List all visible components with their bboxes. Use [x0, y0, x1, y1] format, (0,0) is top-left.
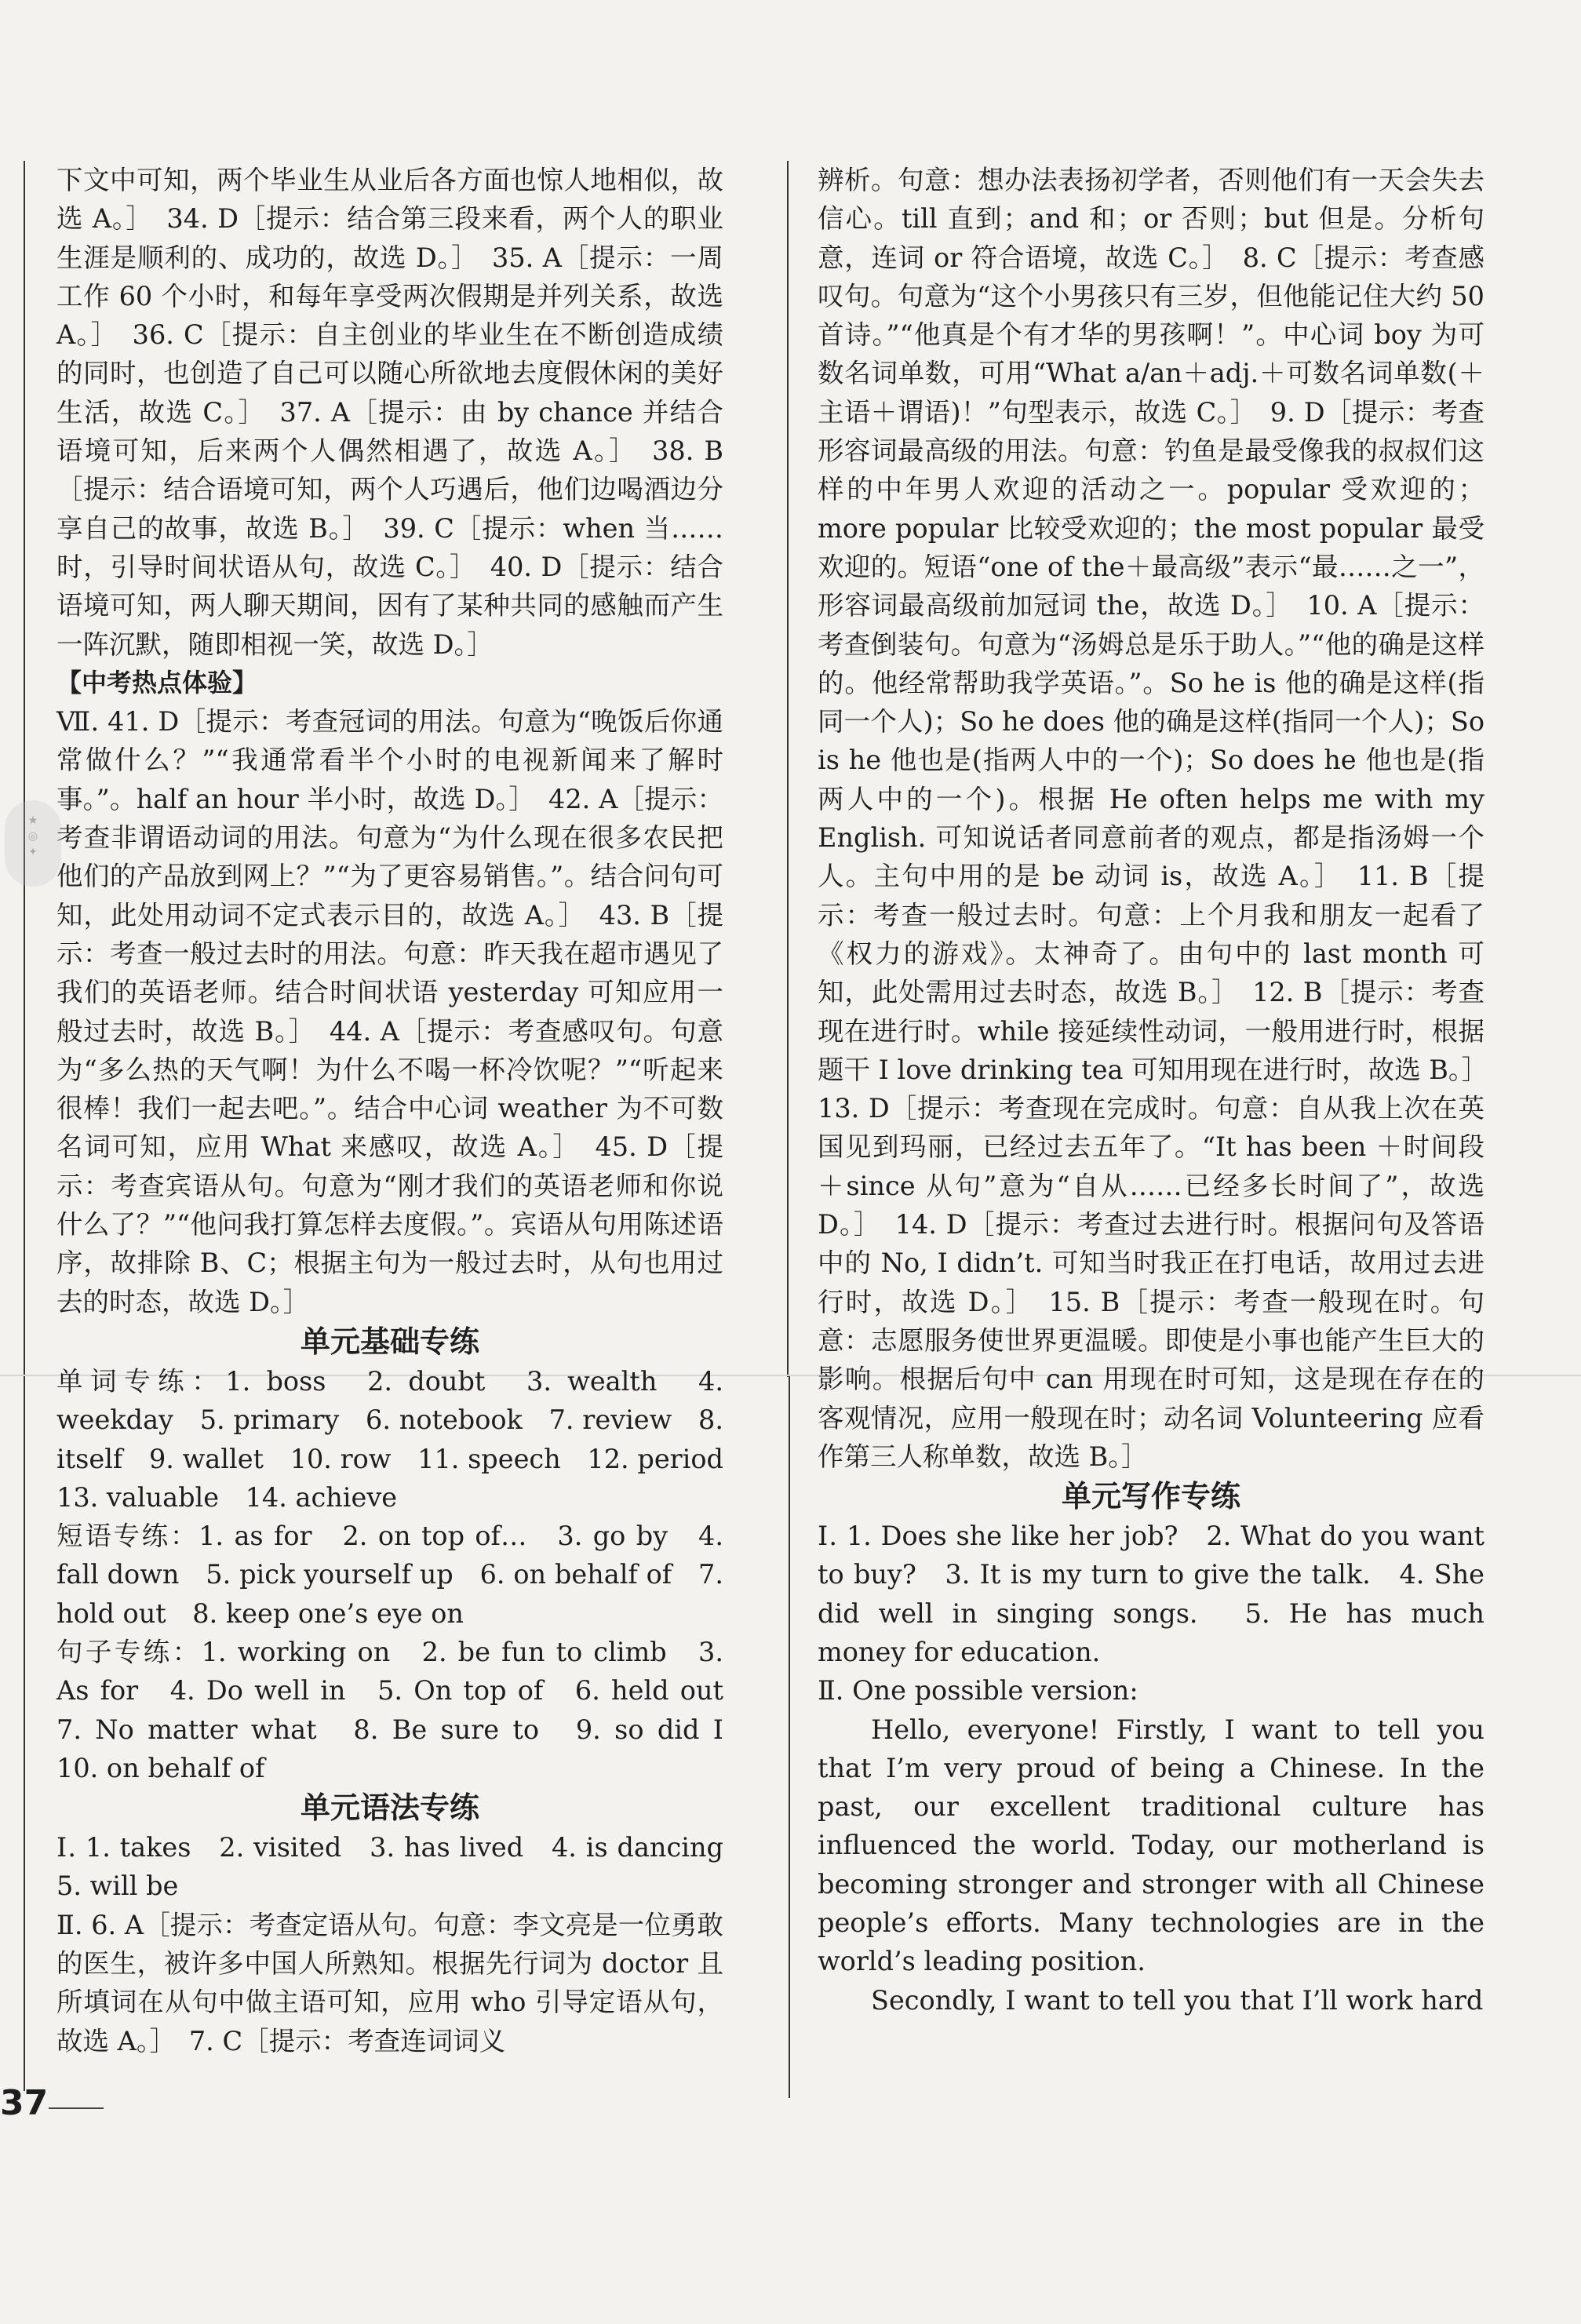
page-number: 37: [0, 2083, 49, 2123]
column-divider: [787, 161, 789, 1377]
essay-paragraph-2: Secondly, I want to tell you that I’ll work hard: [871, 1984, 1484, 2016]
writing-answers-part1: Ⅰ. 1. Does she like her job? 2. What do you want to buy? 3. It is my turn to give the talk. 4. She did well in singing songs. 5. He has much money for education.: [818, 1521, 1484, 1667]
left-margin-line: [24, 161, 25, 2091]
hot-topic-label: 【中考热点体验】: [56, 667, 258, 698]
right-column: [818, 161, 1488, 2020]
column-divider-lower: [789, 1376, 790, 2098]
writing-version-label: Ⅱ. One possible version:: [818, 1675, 1138, 1707]
watermark-stamp: ★ ◎ ✦: [5, 800, 61, 887]
vocab-answers: 单词专练：1. boss 2. doubt 3. wealth 4. weekday 5. primary 6. notebook 7. review 8. itself 9. wallet 10. row 11. speech 12. period 13. valuable 14. achieve: [56, 1365, 750, 1513]
phrase-answers: 短语专练：1. as for 2. on top of… 3. go by 4. fall down 5. pick yourself up 6. on behalf of 7. hold out 8. keep one’s eye on: [56, 1521, 723, 1629]
section-title-writing: 单元写作专练: [1061, 1479, 1240, 1514]
left-column: [56, 161, 750, 2060]
answer-paragraph-reading: 下文中可知，两个毕业生从业后各方面也惊人地相似，故选 A。］ 34. D［提示：结合第三段来看，两个人的职业生涯是顺利的、成功的，故选 D。］ 35. A［提示：一周工作 60 个小时，和每年享受两次假期是并列关系，故选 A。］ 36. C［提示：自主创业的毕业生在不断创造成绩的同时，也创造了自己可以随心所欲地去度假休闲的美好生活，故选 C。］ 37. A［提示：由 by chance 并结合语境可知，后来两个人偶然相遇了，故选 A。］ 38. B［提示：结合语境可知，两个人巧遇后，他们边喝酒边分享自己的故事，故选 B。］ 39. C［提示：when 当……时，引导时间状语从句，故选 C。］ 40. D［提示：结合语境可知，两人聊天期间，因有了某种共同的感触而产生一阵沉默，随即相视一笑，故选 D。］: [56, 165, 723, 660]
section-title-basics: 单元基础专练: [300, 1324, 479, 1359]
grammar-answers-part2: Ⅱ. 6. A［提示：考查定语从句。句意：李文亮是一位勇敢的医生，被许多中国人所熟知。根据先行词为 doctor 且所填词在从句中做主语可知，应用 who 引导定语从句，故选 A。］ 7. C［提示：考查连词词义: [56, 1909, 723, 2056]
essay-paragraph-1: Hello, everyone! Firstly, I want to tell you that I’m very proud of being a Chinese. In the past, our excellent traditional culture has influenced the world. Today, our motherland is becoming stronger and stronger with all Chinese people’s efforts. Many technologies are in the world’s leading position.: [818, 1714, 1484, 1977]
sentence-answers: 句子专练：1. working on 2. be fun to climb 3. As for 4. Do well in 5. On top of 6. held out 7. No matter what 8. Be sure to 9. so did I 10. on behalf of: [56, 1636, 750, 1783]
grammar-answers-13-15: 13. D［提示：考查现在完成时。句意：自从我上次在英国见到玛丽，已经过去五年了。“It has been ＋时间段＋since 从句”意为“自从……已经多长时间了”，故选 D。］ 14. D［提示：考查过去进行时。根据问句及答语中的 No, I didn’t. 可知当时我正在打电话，故用过去进行时，故选 D。］ 15. B［提示：考查一般现在时。句意：志愿服务使世界更温暖。即使是小事也能产生巨大的影响。根据后句中 can 用现在时可知，这是现在存在的客观情况，应用一般现在时；动名词 Volunteering 应看作第三人称单数，故选 B。］: [818, 1093, 1484, 1472]
grammar-answers-part1: Ⅰ. 1. takes 2. visited 3. has lived 4. is dancing 5. will be: [56, 1832, 750, 1902]
page-number-rule: [49, 2107, 104, 2109]
section-title-grammar: 单元语法专练: [300, 1790, 479, 1826]
answer-paragraph-hot-topic: Ⅶ. 41. D［提示：考查冠词的用法。句意为“晚饭后你通常做什么？”“我通常看半个小时的电视新闻来了解时事。”。half an hour 半小时，故选 D。］ 42. A［提示：考查非谓语动词的用法。句意为“为什么现在很多农民把他们的产品放到网上？”“为了更容易销售。”。结合问句可知，此处用动词不定式表示目的，故选 A。］ 43. B［提示：考查一般过去时的用法。句意：昨天我在超市遇见了我们的英语老师。结合时间状语 yesterday 可知应用一般过去时，故选 B。］ 44. A［提示：考查感叹句。句意为“多么热的天气啊！为什么不喝一杯冷饮呢？”“听起来很棒！我们一起去吧。”。结合中心词 weather 为不可数名词可知，应用 What 来感叹，故选 A。］ 45. D［提示：考查宾语从句。句意为“刚才我们的英语老师和你说什么了？”“他问我打算怎样去度假。”。宾语从句用陈述语序，故排除 B、C；根据主句为一般过去时，从句也用过去的时态，故选 D。］: [56, 706, 723, 1317]
grammar-answers-continued: 辨析。句意：想办法表扬初学者，否则他们有一天会失去信心。till 直到；and 和；or 否则；but 但是。分析句意，连词 or 符合语境，故选 C。］ 8. C［提示：考查感叹句。句意为“这个小男孩只有三岁，但他能记住大约 50 首诗。”“他真是个有才华的男孩啊！”。中心词 boy 为可数名词单数，可用“What a/an＋adj.＋可数名词单数(＋主语＋谓语)！”句型表示，故选 C。］ 9. D［提示：考查形容词最高级的用法。句意：钓鱼是最受像我的叔叔们这样的中年男人欢迎的活动之一。popular 受欢迎的；more popular 比较受欢迎的；the most popular 最受欢迎的。短语“one of the＋最高级”表示“最……之一”，形容词最高级前加冠词 the，故选 D。］ 10. A［提示：考查倒装句。句意为“汤姆总是乐于助人。”“他的确是这样的。他经常帮助我学英语。”。So he is 他的确是这样(指同一个人)；So he does 他的确是这样(指同一个人)；So is he 他也是(指两人中的一个)；So does he 他也是(指两人中的一个)。根据 He often helps me with my English. 可知说话者同意前者的观点，都是指汤姆一个人。主句中用的是 be 动词 is，故选 A。］ 11. B［提示：考查一般过去时。句意：上个月我和朋友一起看了《权力的游戏》。太神奇了。由句中的 last month 可知，此处需用过去时态，故选 B。］ 12. B［提示：考查现在进行时。while 接延续性动词，一般用进行时，根据题干 I love drinking tea 可知用现在进行时，故选 B。］: [818, 165, 1488, 1085]
